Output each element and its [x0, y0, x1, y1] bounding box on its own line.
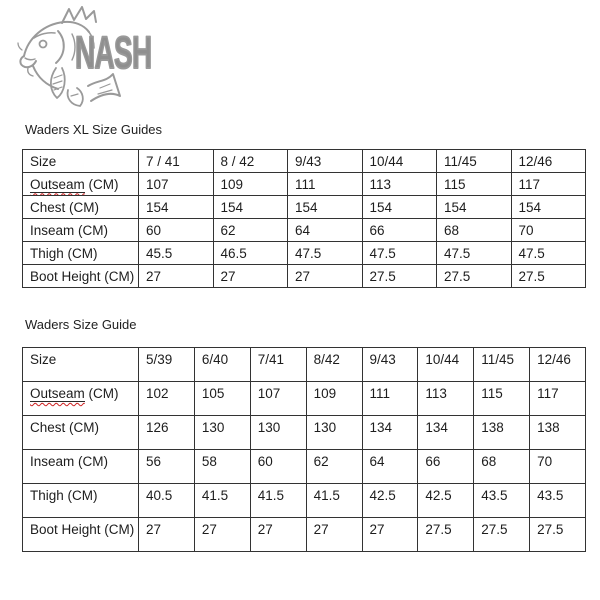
size-column-header-cell: 6/40	[194, 348, 250, 382]
value-cell: 43.5	[530, 484, 586, 518]
measurement-row	[23, 416, 586, 450]
value-cell: 107	[250, 382, 306, 416]
value-cell: 60	[250, 450, 306, 484]
fish-mouth-inner	[25, 58, 35, 60]
fish-whisker	[18, 43, 22, 50]
value-cell: 70	[530, 450, 586, 484]
value-cell: 27	[194, 518, 250, 552]
size-column-header-cell: 7 / 41	[139, 150, 214, 173]
value-cell: 113	[362, 173, 437, 196]
value-cell: 154	[362, 196, 437, 219]
row-label-cell: Chest (CM)	[23, 416, 139, 450]
size-column-header-cell: 9/43	[362, 348, 418, 382]
value-cell: 154	[437, 196, 512, 219]
fin-hatch	[71, 94, 78, 96]
value-cell: 134	[418, 416, 474, 450]
value-cell: 66	[362, 219, 437, 242]
waders-size-table	[22, 347, 586, 552]
value-cell: 27	[362, 518, 418, 552]
size-column-header-cell: 9/43	[288, 150, 363, 173]
tail-hatch	[100, 84, 110, 88]
measurement-row	[23, 518, 586, 552]
measurement-row	[23, 196, 586, 219]
value-cell: 68	[474, 450, 530, 484]
row-label-cell: Boot Height (CM)	[23, 518, 139, 552]
value-cell: 64	[362, 450, 418, 484]
measurement-row	[23, 242, 586, 265]
value-cell: 117	[511, 173, 586, 196]
row-label-cell: Inseam (CM)	[23, 219, 139, 242]
value-cell: 43.5	[474, 484, 530, 518]
misspelled-word: Outseam	[30, 176, 85, 192]
value-cell: 42.5	[362, 484, 418, 518]
measurement-row	[23, 219, 586, 242]
measurement-row	[23, 382, 586, 416]
measurement-row	[23, 173, 586, 196]
row-label-cell: Outseam (CM)	[23, 173, 139, 196]
value-cell: 138	[474, 416, 530, 450]
value-cell: 60	[139, 219, 214, 242]
value-cell: 42.5	[418, 484, 474, 518]
size-column-header-cell: 12/46	[530, 348, 586, 382]
row-label-cell: Boot Height (CM)	[23, 265, 139, 288]
value-cell: 27.5	[362, 265, 437, 288]
value-cell: 64	[288, 219, 363, 242]
value-cell: 41.5	[306, 484, 362, 518]
nash-logo	[16, 6, 158, 112]
value-cell: 62	[306, 450, 362, 484]
value-cell: 111	[288, 173, 363, 196]
value-cell: 102	[139, 382, 195, 416]
value-cell: 45.5	[139, 242, 214, 265]
value-cell: 134	[362, 416, 418, 450]
value-cell: 68	[437, 219, 512, 242]
size-column-header-cell: 5/39	[139, 348, 195, 382]
row-label-cell: Thigh (CM)	[23, 242, 139, 265]
waders-xl-size-table	[22, 149, 586, 288]
value-cell: 58	[194, 450, 250, 484]
misspelled-word: Outseam	[30, 386, 85, 401]
value-cell: 47.5	[362, 242, 437, 265]
value-cell: 138	[530, 416, 586, 450]
value-cell: 154	[213, 196, 288, 219]
value-cell: 109	[213, 173, 288, 196]
value-cell: 105	[194, 382, 250, 416]
fish-barbel	[28, 68, 33, 76]
value-cell: 154	[139, 196, 214, 219]
value-cell: 27	[306, 518, 362, 552]
fish-gill-line	[56, 31, 64, 63]
value-cell: 109	[306, 382, 362, 416]
size-column-header-cell: 11/45	[437, 150, 512, 173]
fish-dorsal-fin	[62, 7, 96, 23]
value-cell: 41.5	[250, 484, 306, 518]
value-cell: 27.5	[511, 265, 586, 288]
value-cell: 154	[511, 196, 586, 219]
fish-eye	[40, 41, 47, 48]
value-cell: 117	[530, 382, 586, 416]
size-column-header-cell: 10/44	[362, 150, 437, 173]
value-cell: 27	[139, 518, 195, 552]
size-column-header-cell: 8 / 42	[213, 150, 288, 173]
row-label-cell: Outseam (CM)	[23, 382, 139, 416]
size-column-header-cell: 10/44	[418, 348, 474, 382]
value-cell: 115	[437, 173, 512, 196]
fin-hatch	[53, 81, 62, 84]
value-cell: 111	[362, 382, 418, 416]
size-label-header-cell: Size	[23, 150, 139, 173]
carp-fish-illustration	[16, 6, 158, 112]
value-cell: 130	[306, 416, 362, 450]
size-header-row	[23, 150, 586, 173]
value-cell: 130	[194, 416, 250, 450]
value-cell: 154	[288, 196, 363, 219]
value-cell: 113	[418, 382, 474, 416]
value-cell: 41.5	[194, 484, 250, 518]
value-cell: 27	[139, 265, 214, 288]
value-cell: 126	[139, 416, 195, 450]
measurement-row	[23, 265, 586, 288]
value-cell: 56	[139, 450, 195, 484]
nash-logo-text: NASH	[75, 27, 152, 78]
fish-anal-fin	[68, 88, 83, 106]
value-cell: 62	[213, 219, 288, 242]
row-label-cell: Inseam (CM)	[23, 450, 139, 484]
size-column-header-cell: 7/41	[250, 348, 306, 382]
fin-hatch	[54, 75, 62, 78]
section-heading-waders-xl: Waders XL Size Guides	[25, 122, 163, 137]
value-cell: 47.5	[511, 242, 586, 265]
measurement-row	[23, 484, 586, 518]
value-cell: 27	[213, 265, 288, 288]
value-cell: 47.5	[288, 242, 363, 265]
value-cell: 27.5	[530, 518, 586, 552]
value-cell: 130	[250, 416, 306, 450]
size-column-header-cell: 11/45	[474, 348, 530, 382]
value-cell: 70	[511, 219, 586, 242]
value-cell: 47.5	[437, 242, 512, 265]
section-heading-waders: Waders Size Guide	[25, 317, 137, 332]
value-cell: 46.5	[213, 242, 288, 265]
row-label-cell: Chest (CM)	[23, 196, 139, 219]
value-cell: 40.5	[139, 484, 195, 518]
value-cell: 27.5	[437, 265, 512, 288]
value-cell: 115	[474, 382, 530, 416]
row-label-cell: Thigh (CM)	[23, 484, 139, 518]
size-column-header-cell: 8/42	[306, 348, 362, 382]
value-cell: 107	[139, 173, 214, 196]
value-cell: 66	[418, 450, 474, 484]
size-label-header-cell: Size	[23, 348, 139, 382]
value-cell: 27	[250, 518, 306, 552]
value-cell: 27.5	[418, 518, 474, 552]
measurement-row	[23, 450, 586, 484]
size-column-header-cell: 12/46	[511, 150, 586, 173]
fish-tail	[88, 74, 120, 101]
value-cell: 27	[288, 265, 363, 288]
value-cell: 27.5	[474, 518, 530, 552]
size-header-row	[23, 348, 586, 382]
